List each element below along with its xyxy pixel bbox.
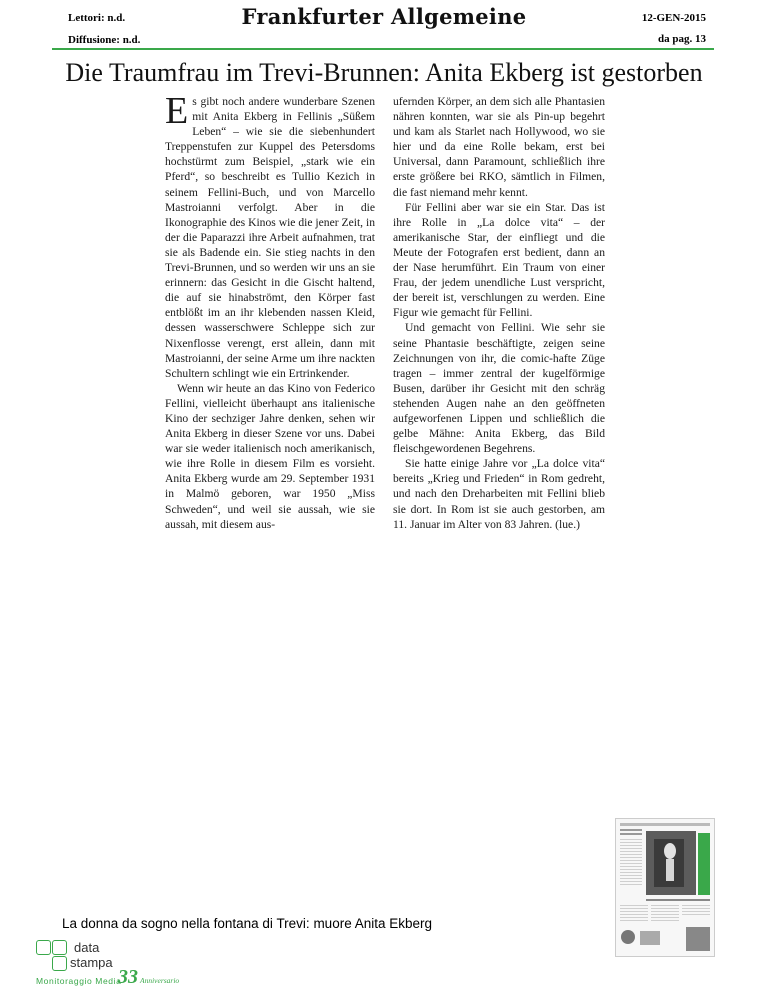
article-paragraph: Wenn wir heute an das Kino von Federico Fellini, vielleicht überhaupt ans italienische Kino der sechziger Jahre denken, sehen wir Anita Ekberg in dieser Szene vor uns. Dabei war sie weder italienisch noch amerikanisch, wie ihre Rolle in diesem Film es vorsieht. Anita Ekberg wurde am 29. September 1931 in Malmö geboren, war 1950 „Miss Schweden“, und weil sie aussah, wie sie aussah, mit diesem aus- bbox=[165, 381, 375, 531]
logo-subtitle: Monitoraggio Media bbox=[36, 976, 122, 986]
logo-square-icon bbox=[52, 956, 67, 971]
diffusione-label: Diffusione: n.d. bbox=[68, 34, 141, 46]
masthead-logo: Frankfurter Allgemeine bbox=[241, 4, 527, 29]
article-paragraph bbox=[165, 90, 375, 381]
logo-word-stampa: stampa bbox=[70, 955, 113, 970]
anniversary-number: 33 bbox=[118, 966, 138, 988]
paragraph-text: s gibt noch andere wunderbare Szenen mit Anita Ekberg in Fellinis „Süßem Leben“ – wie sie die siebenhundert Treppenstufen zur Kuppel des Petersdoms hochstürmt zum Beispiel, „stark wie ein Pferd“, so beschreibt es Tullio Kezich in seinem Fellini-Buch, und von Marcello Mastroianni verfolgt. Aber in die Ikonographie des Kinos wie die jener Zeit, in der die Paparazzi ihre Arbeit aufnahmen, trat sie als Badende ein. Sie stieg nachts in den Trevi-Brunnen, und so werden wir uns an sie erinnern: das Gesicht in die Gischt haltend, die auf sie hinabströmt, den Körper fast entblößt im an ihr klebenden nassen Kleid, dessen wasserschwere Schleppe sich zur Nixenflosse verengt, erst allein, dann mit Mastroianni, der seine Arme um ihre nackten Schultern schlingt wie ein Ertrinkender. bbox=[165, 95, 375, 380]
datastampa-logo bbox=[36, 938, 196, 992]
logo-word-data: data bbox=[74, 940, 100, 955]
article-paragraph: Und gemacht von Fellini. Wie sehr sie seine Phantasie beschäftigte, zeigen seine Zeichnungen von ihr, die comic-hafte Züge tragen – immer zentral der kugelförmige Busen, darüber ihr Gesicht mit den schräg stehenden Augen nahe an den geöffneten aufgeworfenen Lippen und schließlich die gelbe Mähne: Anita Ekberg, das Bild fleischgewordenen Begehrens. bbox=[393, 321, 605, 456]
lettori-label: Lettori: n.d. bbox=[68, 12, 126, 24]
article-paragraph: Für Fellini aber war sie ein Star. Das ist ihre Rolle in „La dolce vita“ – der amerikanische Star, der einfliegt und die Meute der Fotografen erst bedient, dann an der Nase herumführt. Ein Traum von einer Frau, der jedem unendliche Lust verspricht, der bereit ist, verschlungen zu werden. Eine Figur wie gemacht für Fellini. bbox=[393, 200, 605, 320]
article-paragraph: ufernden Körper, an dem sich alle Phantasien nähren konnten, war sie als Pin-up begehrt und kam als Starlet nach Hollywood, wo sie hier und da eine Rolle bekam, erst bei Universal, dann Paramount, schließlich ihre erste größere bei RKO, sämtlich in Filmen, die fast niemand mehr kennt. bbox=[393, 95, 605, 199]
image-caption: La donna da sogno nella fontana di Trevi: muore Anita Ekberg bbox=[62, 916, 433, 931]
article-column-2 bbox=[393, 94, 605, 532]
publication-date: 12-GEN-2015 bbox=[641, 12, 706, 24]
header-rule bbox=[52, 48, 714, 50]
article-column-1 bbox=[165, 90, 375, 532]
page-thumbnail bbox=[615, 818, 715, 957]
article-paragraph: Sie hatte einige Jahre vor „La dolce vita“ bereits „Krieg und Frieden“ in Rom gedreht, und nach den Dreharbeiten mit Fellini blieb sie dort. In Rom ist sie auch gestorben, am 11. Januar im Alter von 83 Jahren. (lue.) bbox=[393, 457, 605, 531]
logo-square-icon bbox=[52, 940, 67, 955]
article-headline: Die Traumfrau im Trevi-Brunnen: Anita Ekberg ist gestorben bbox=[65, 58, 703, 87]
page-thumbnail-graphic bbox=[616, 819, 714, 956]
drop-cap: E bbox=[165, 90, 189, 132]
logo-square-icon bbox=[36, 940, 51, 955]
page-reference: da pag. 13 bbox=[658, 33, 706, 45]
anniversary-label: Anniversario bbox=[140, 976, 180, 985]
